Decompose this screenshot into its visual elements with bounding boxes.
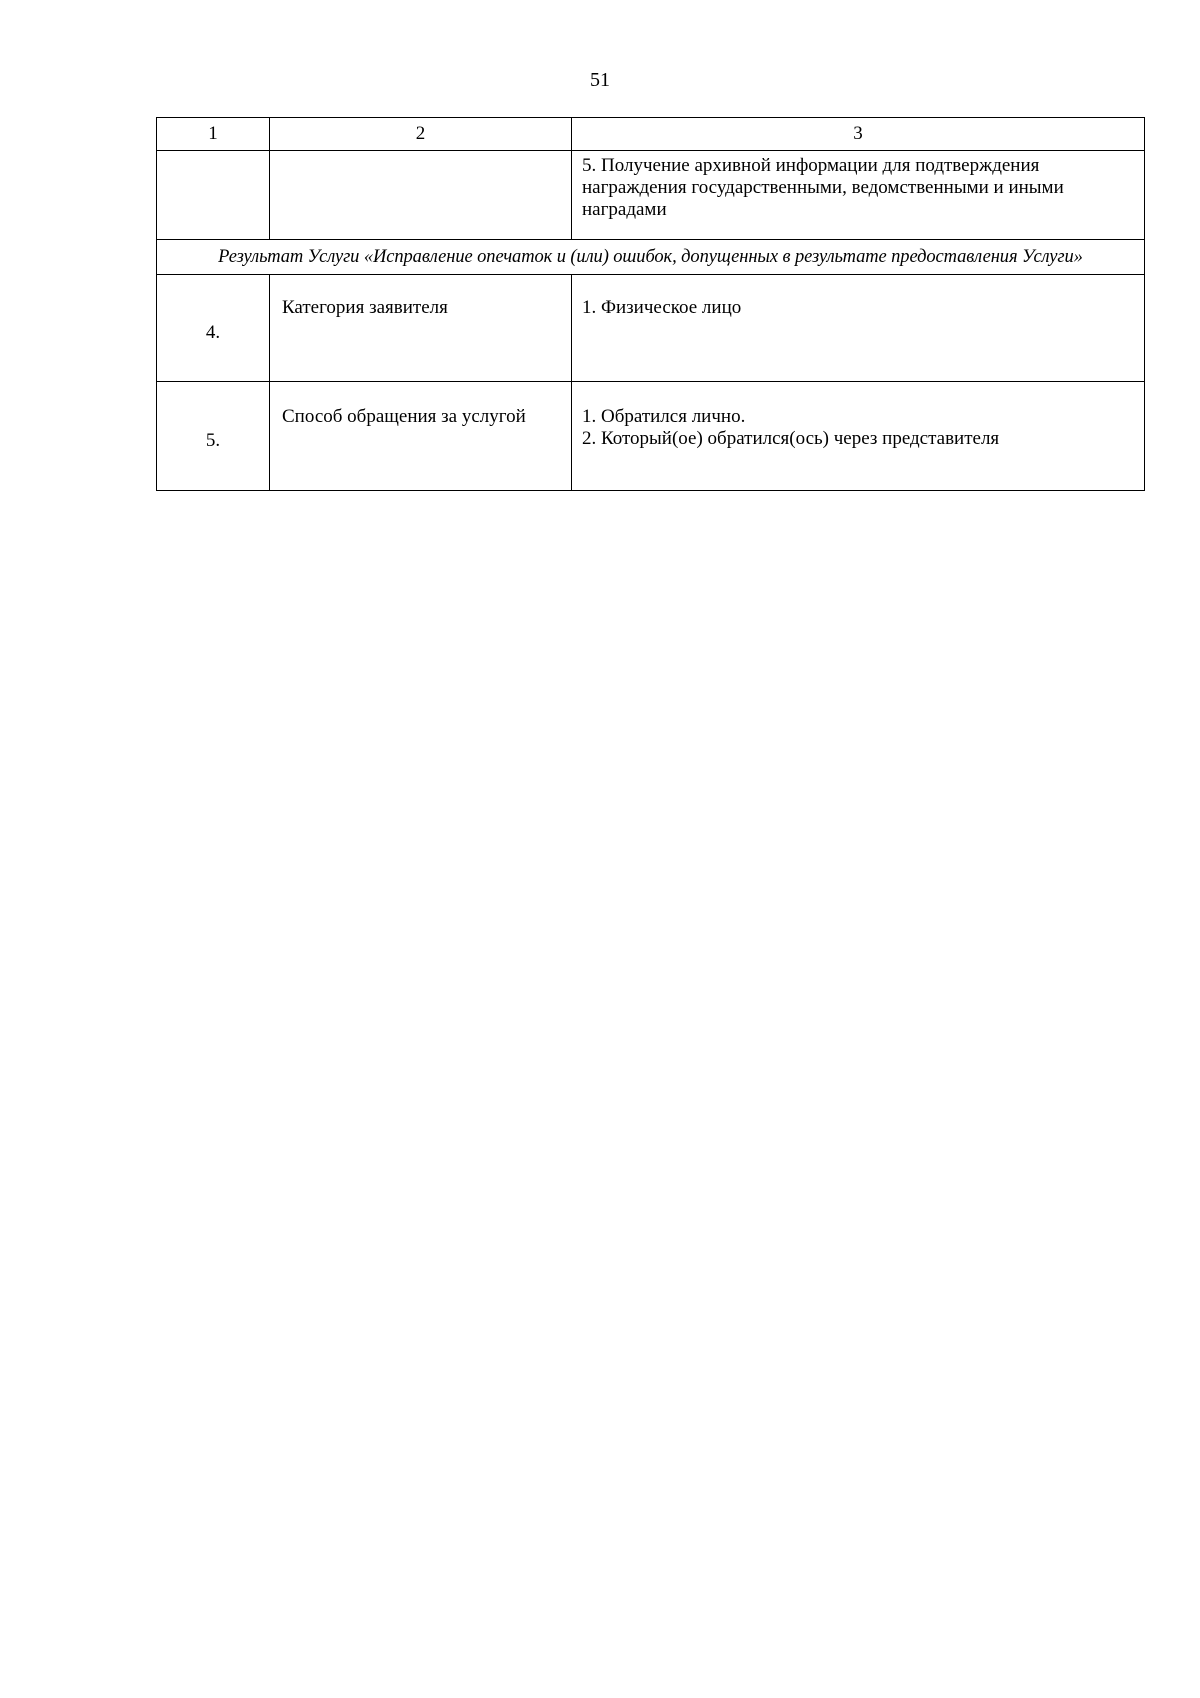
column-header-2: 2 <box>270 118 572 151</box>
value-line: награждения государственными, ведомственными и иными <box>582 177 1064 198</box>
column-header-3: 3 <box>572 118 1145 151</box>
table-row-continuation <box>157 151 1145 240</box>
row-number: 5. <box>157 382 270 491</box>
cell-number <box>157 151 270 240</box>
table-row <box>157 275 1145 382</box>
column-header-1: 1 <box>157 118 270 151</box>
attributes-table <box>156 117 1145 491</box>
value-line: 5. Получение архивной информации для подтверждения <box>582 155 1040 176</box>
value-line: 1. Обратился лично. <box>582 406 746 427</box>
table-header-row <box>157 118 1145 151</box>
row-number: 4. <box>157 275 270 382</box>
value-line: наградами <box>582 199 667 220</box>
row-value <box>572 382 1145 491</box>
row-label: Способ обращения за услугой <box>270 382 572 491</box>
value-line: 2. Который(ое) обратился(ось) через представителя <box>582 428 1000 449</box>
section-title: Результат Услуги «Исправление опечаток и (или) ошибок, допущенных в результате предоставления Услуги» <box>157 240 1145 275</box>
cell-value <box>572 151 1145 240</box>
value-line: 1. Физическое лицо <box>582 297 742 318</box>
cell-label <box>270 151 572 240</box>
section-title-row <box>157 240 1145 275</box>
row-value <box>572 275 1145 382</box>
row-label: Категория заявителя <box>270 275 572 382</box>
table-row <box>157 382 1145 491</box>
page-number: 51 <box>590 69 610 91</box>
